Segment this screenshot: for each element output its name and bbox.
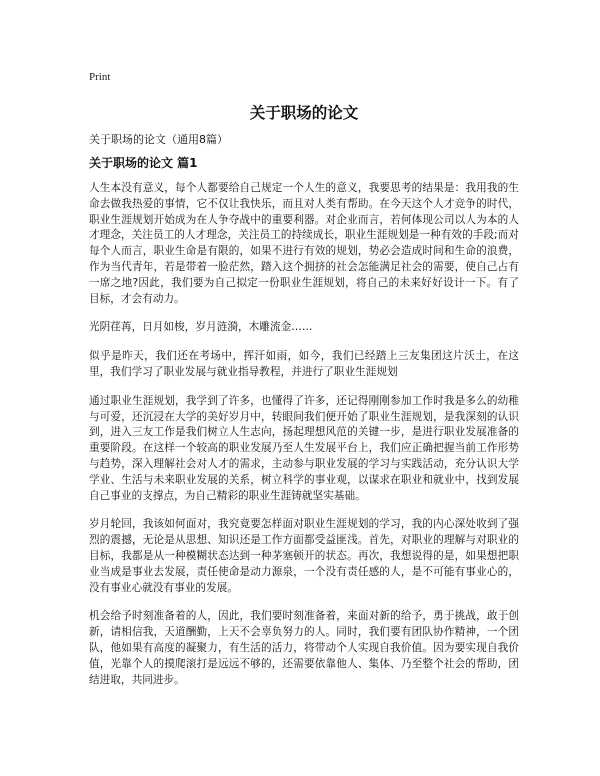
paragraph: 人生本没有意义，每个人都要给自己规定一个人生的意义，我要思考的结果是：我用我的生命去做我热爱的事情，它不仅让我快乐，而且对人类有帮助。在今天这个人才竞争的时代，职业生涯规划开始成为在人争夺战中的重要利器。对企业而言，若何体现公司以人为本的人才理念，关注员工的人才理念，关注员工的持续成长，职业生涯规划是一种有效的手段;而对每个人而言，职业生命是有限的，如果不进行有效的规划，势必会造成时间和生命的浪费，作为当代青年，若是带着一脸茫然，踏入这个拥挤的社会怎能满足社会的需要，使自己占有一席之地?因此，我们要为自己拟定一份职业生涯规划，将自己的未来好好设计一下。有了目标，才会有动力。 (89, 182, 519, 305)
paragraph: 光阴荏苒，日月如梭，岁月涟漪，木雕流金…… (89, 321, 313, 334)
document-subtitle: 关于职场的论文（通用8篇） (89, 133, 228, 146)
paragraph: 岁月轮回，我该如何面对，我究竟要怎样面对职业生涯规划的学习，我的内心深处收到了强烈的震撼，无论是从思想、知识还是工作方面都受益匪浅。首先，对职业的理解与对职业的目标，我都是从一种模糊状态达到一种茅塞顿开的状态。再次，我想说得的是，如果想把职业当成是事业去发展，责任使命是动力源泉，一个没有责任感的人，是不可能有事业心的，没有事业心就没有事业的发展。 (89, 518, 519, 594)
print-label: Print (89, 71, 111, 83)
paragraph: 似乎是昨天，我们还在考场中，挥汗如雨，如今，我们已经踏上三友集团这片沃土，在这里，我们学习了职业发展与就业指导教程，并进行了职业生涯规划 (89, 350, 519, 378)
document-title: 关于职场的论文 (249, 104, 359, 122)
paragraph: 机会给予时刻准备着的人，因此，我们要时刻准备着，来面对新的给予，勇于挑战，敢于创新，请相信我，天道酬勤，上天不会辜负努力的人。同时，我们要有团队协作精神，一个团队，他如果有高度的凝聚力，有生活的活力，将带动个人实现自我价值。因为要实现自我价值，光靠个人的摸爬滚打是远远不够的，还需要依靠他人、集体、乃至整个社会的帮助，团结进取，共同进步。 (89, 610, 519, 686)
section-heading: 关于职场的论文 篇1 (89, 156, 198, 170)
document-page (89, 70, 519, 701)
paragraph: 通过职业生涯规划，我学到了许多，也懂得了许多，还记得刚刚参加工作时我是多么的幼稚与可爱，还沉浸在大学的美好岁月中，转眼间我们便开始了职业生涯规划，是我深刻的认识到，进入三友工作是我们树立人生志向，扬起理想风范的关键一步，是进行职业发展准备的重要阶段。在这样一个较高的职业发展乃至人生发展平台上，我们应正确把握当前工作形势与趋势，深入理解社会对人才的需求，主动参与职业发展的学习与实践活动，充分认识大学学业、生活与未来职业发展的关系，树立科学的事业观，以谋求在职业和就业中，找到发展自己事业的支撑点，为自己精彩的职业生涯铸就坚实基础。 (89, 394, 519, 502)
